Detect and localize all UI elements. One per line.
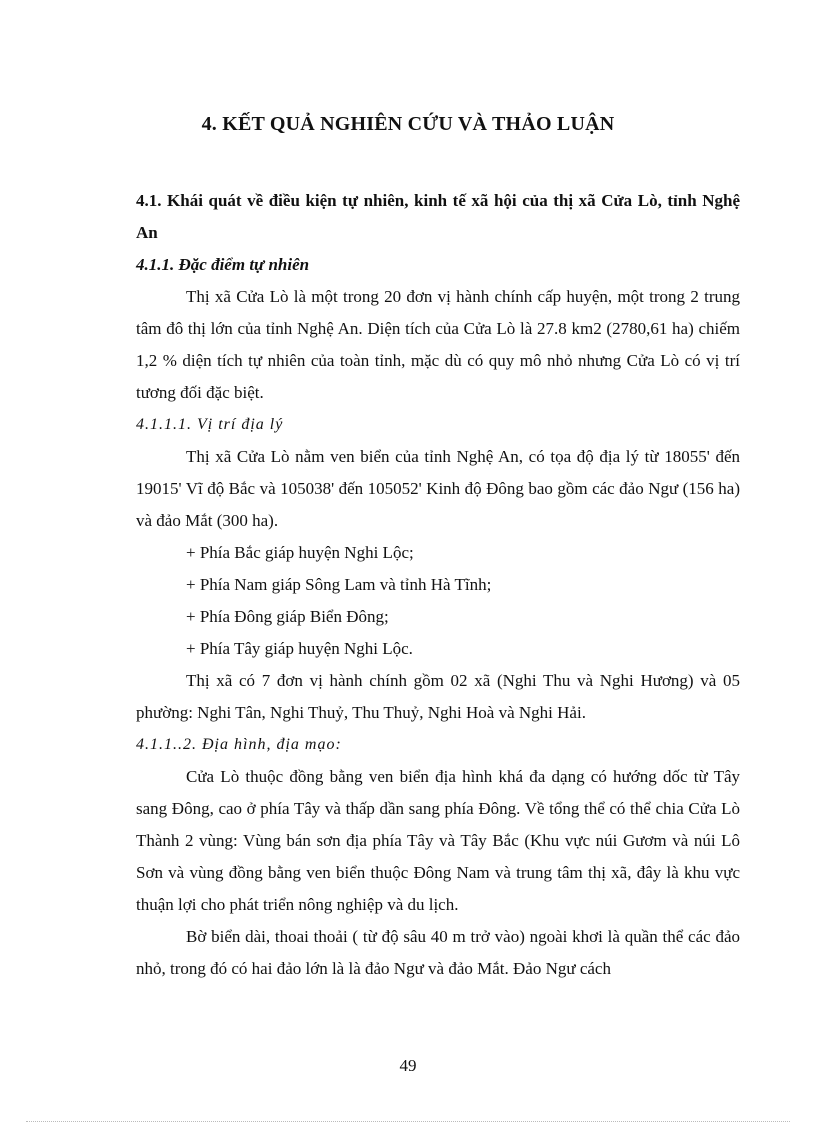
footer-divider — [26, 1121, 790, 1122]
border-item-south: + Phía Nam giáp Sông Lam và tỉnh Hà Tĩnh; — [186, 575, 492, 594]
admin-paragraph: Thị xã có 7 đơn vị hành chính gồm 02 xã (Nghi Thu và Nghi Hương) và 05 phường: Nghi Tân, Nghi Thuỷ, Thu Thuỷ, Nghi Hoà và Nghi Hải. — [136, 671, 740, 722]
section-heading-4-1: 4.1. Khái quát về điều kiện tự nhiên, kinh tế xã hội của thị xã Cửa Lò, tỉnh Nghệ An — [136, 191, 740, 242]
chapter-title: 4. KẾT QUẢ NGHIÊN CỨU VÀ THẢO LUẬN — [201, 113, 615, 135]
intro-paragraph: Thị xã Cửa Lò là một trong 20 đơn vị hành chính cấp huyện, một trong 2 trung tâm đô thị lớn của tỉnh Nghệ An. Diện tích của Cửa Lò là 27.8 km2 (2780,61 ha) chiếm 1,2 % diện tích tự nhiên của toàn tỉnh, mặc dù có quy mô nhỏ nhưng Cửa Lò có vị trí tương đối đặc biệt. — [136, 287, 740, 402]
terrain-paragraph-2: Bờ biển dài, thoai thoải ( từ độ sâu 40 m trở vào) ngoài khơi là quần thể các đảo nhỏ, trong đó có hai đảo lớn là là đảo Ngư và đảo Mắt. Đảo Ngư cách — [136, 927, 740, 978]
border-item-east: + Phía Đông giáp Biển Đông; — [186, 607, 389, 626]
body-text — [136, 185, 740, 985]
section-heading-4-1-1: 4.1.1. Đặc điểm tự nhiên — [136, 255, 310, 274]
page-number: 49 — [399, 1056, 417, 1075]
location-paragraph: Thị xã Cửa Lò nằm ven biển của tỉnh Nghệ An, có tọa độ địa lý từ 18055' đến 19015' Vĩ độ Bắc và 105038' đến 105052' Kinh độ Đông bao gồm các đảo Ngư (156 ha) và đảo Mắt (300 ha). — [136, 447, 740, 530]
border-item-north: + Phía Bắc giáp huyện Nghi Lộc; — [186, 543, 414, 562]
terrain-paragraph-1: Cửa Lò thuộc đồng bằng ven biển địa hình khá đa dạng có hướng dốc từ Tây sang Đông, cao ở phía Tây và thấp dần sang phía Đông. Về tổng thể có thể chia Cửa Lò Thành 2 vùng: Vùng bán sơn địa phía Tây và Tây Bắc (Khu vực núi Gươm và núi Lô Sơn và vùng đồng bằng ven biển thuộc Đông Nam và trung tâm thị xã, đây là khu vực thuận lợi cho phát triển nông nghiệp và du lịch. — [136, 767, 740, 914]
subsection-heading-location: 4.1.1.1. Vị trí địa lý — [136, 416, 284, 433]
subsection-heading-terrain: 4.1.1..2. Địa hình, địa mạo: — [136, 736, 342, 753]
border-item-west: + Phía Tây giáp huyện Nghi Lộc. — [186, 639, 413, 658]
